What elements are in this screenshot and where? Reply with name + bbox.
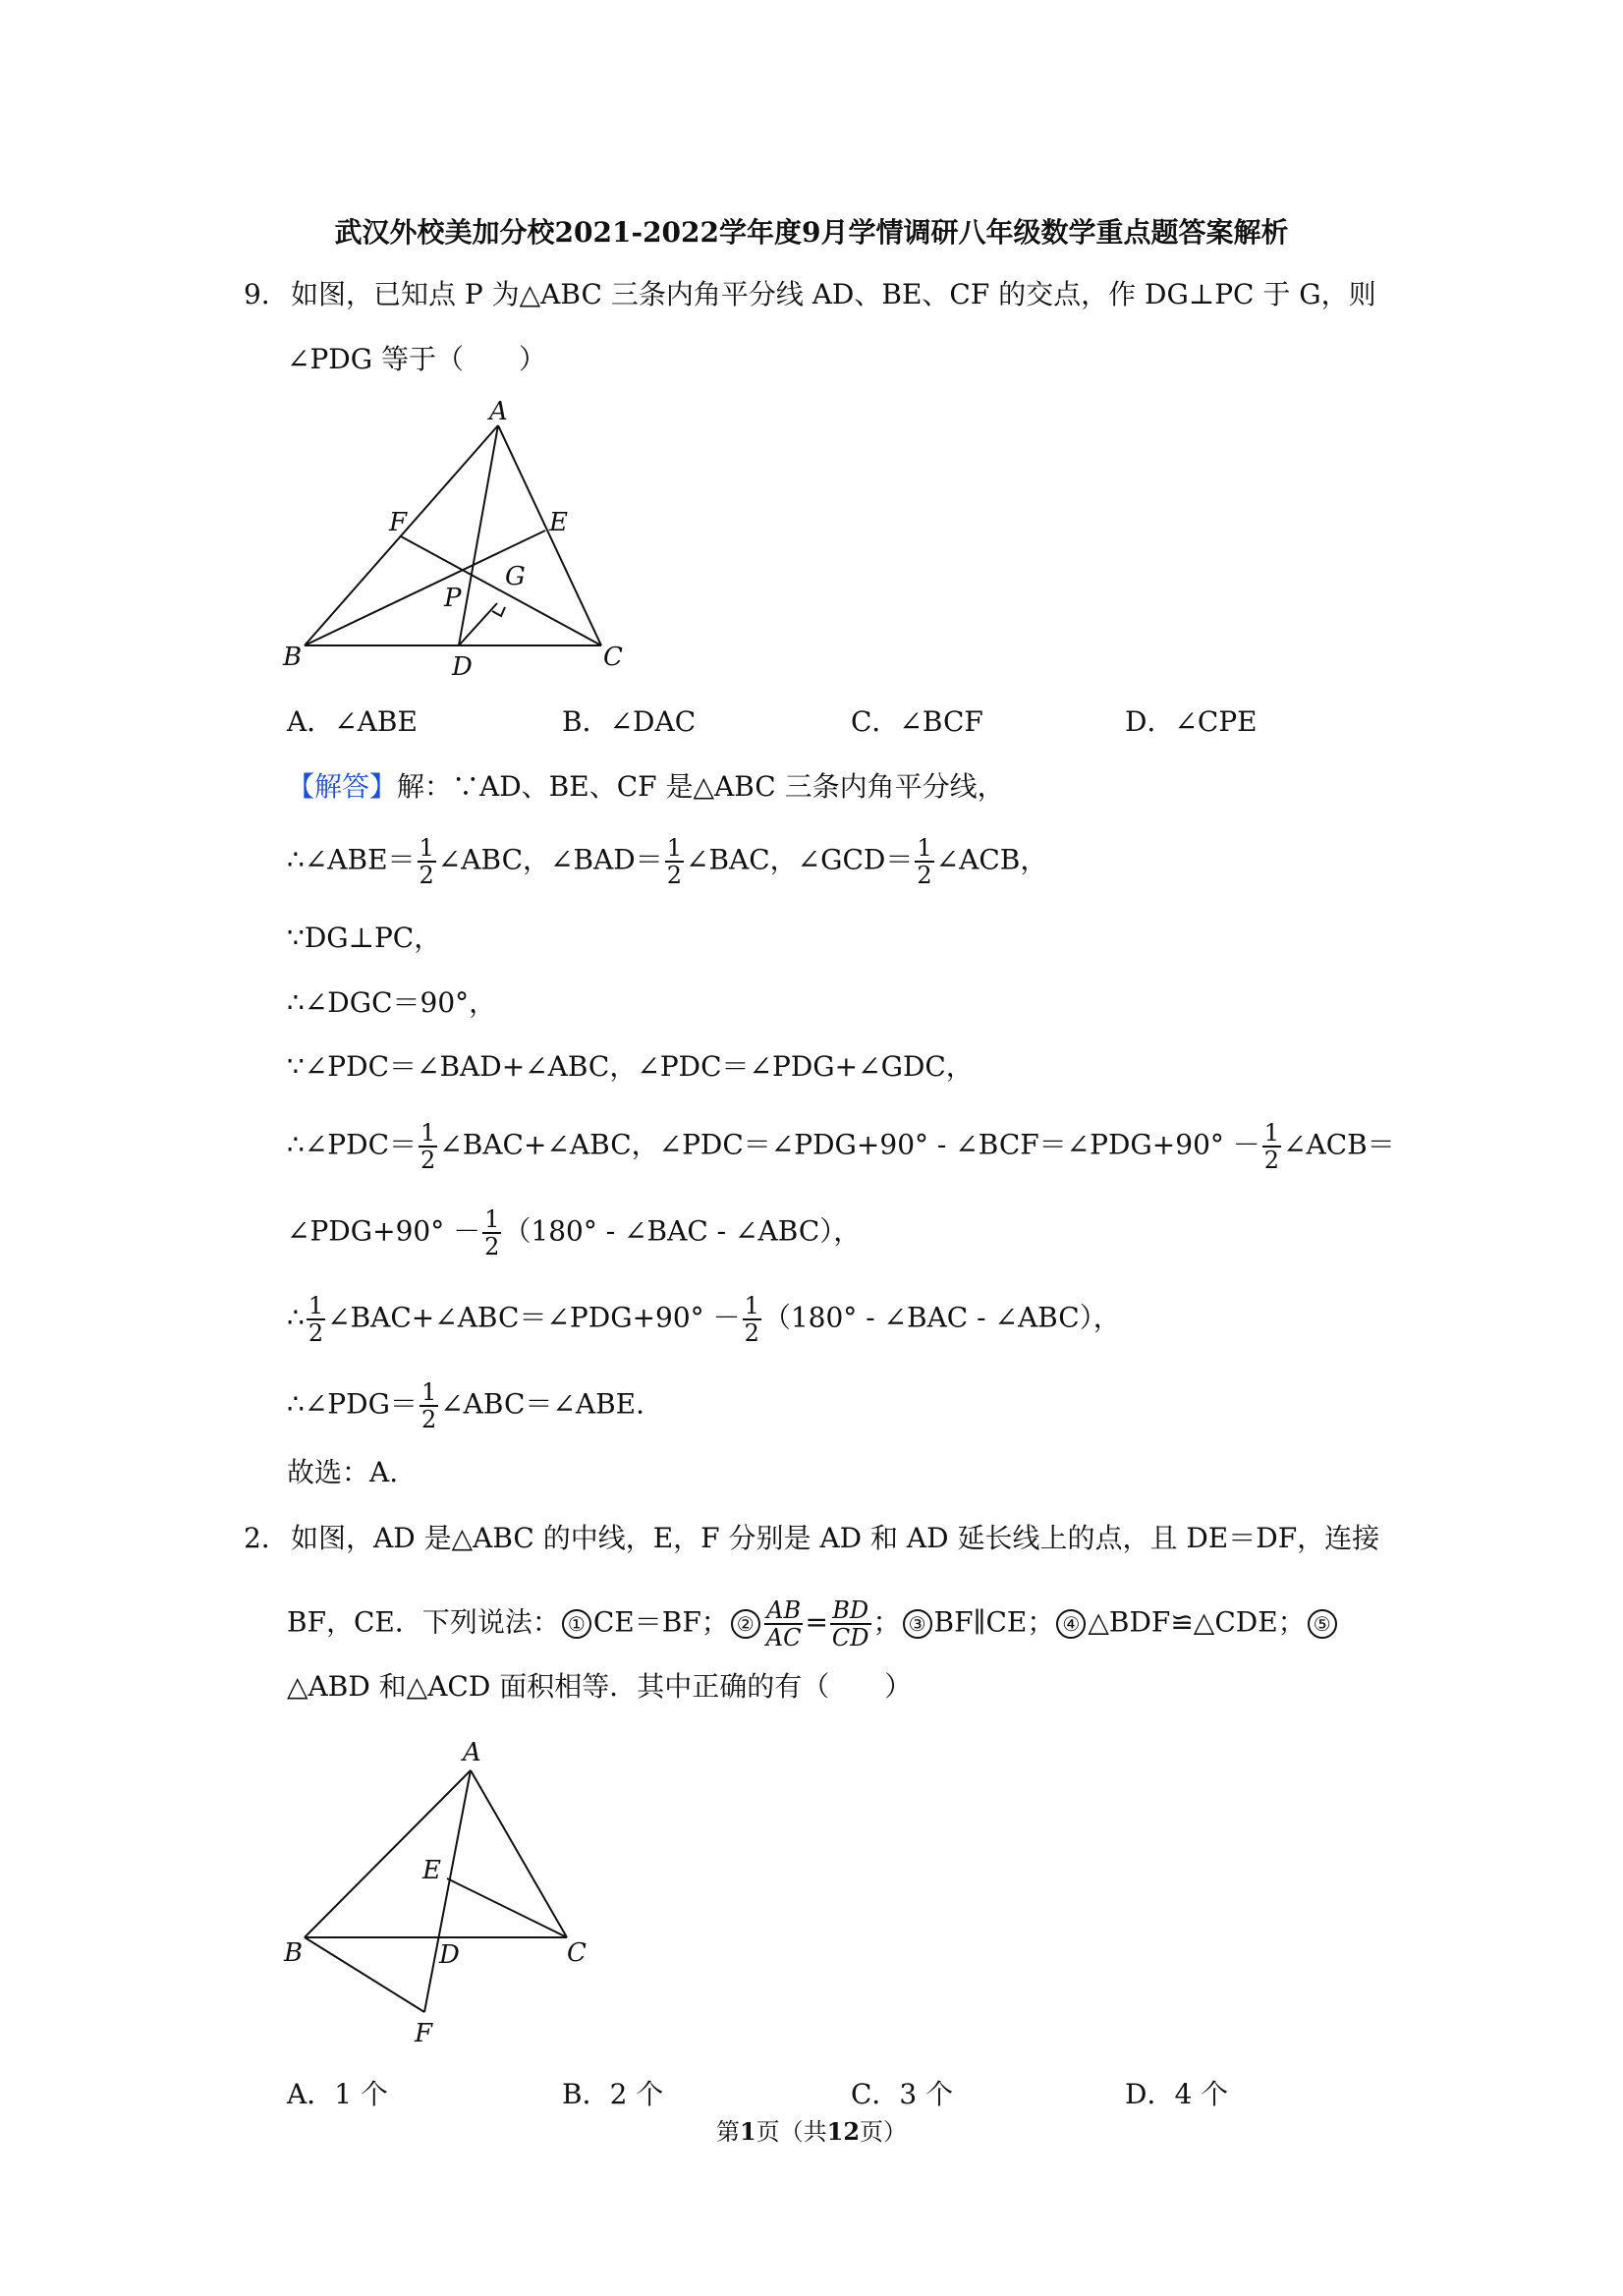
answer-tag: 【解答】 bbox=[287, 770, 398, 803]
fraction-numerator: 1 bbox=[420, 1119, 436, 1147]
fraction-numerator: 1 bbox=[308, 1292, 324, 1319]
q2-option-c: C．3 个 bbox=[851, 2078, 954, 2110]
label-b: B bbox=[283, 643, 303, 672]
question-2-line-1: 如图，AD 是△ABC 的中线，E，F 分别是 AD 和 AD 延长线上的点，且 DE＝DF，连接 bbox=[291, 1522, 1380, 1554]
q1-option-c: C．∠BCF bbox=[851, 705, 983, 738]
figure-2-triangle bbox=[270, 1729, 624, 2063]
ratio-ab-ac bbox=[764, 1597, 804, 1651]
label-g: G bbox=[505, 562, 526, 591]
statement-3-text: BF∥CE； bbox=[933, 1605, 1055, 1639]
segment-af bbox=[424, 1770, 471, 2012]
q2-option-b: B．2 个 bbox=[562, 2078, 664, 2110]
solution-step-5 bbox=[287, 1120, 1395, 1173]
label-p: P bbox=[444, 584, 462, 613]
equals-sign: = bbox=[805, 1605, 828, 1639]
half-fraction bbox=[418, 835, 436, 888]
s1-text-c: ∠BAC，∠GCD＝ bbox=[686, 843, 914, 876]
label-e: E bbox=[422, 1856, 441, 1885]
half-fraction bbox=[665, 835, 684, 888]
s7-text-a: ∴ bbox=[287, 1301, 305, 1334]
half-fraction bbox=[743, 1293, 761, 1346]
segment-cf bbox=[401, 536, 601, 645]
footer-prefix: 第 bbox=[715, 2118, 740, 2146]
statement-2-end: ； bbox=[872, 1605, 901, 1639]
q1-option-a: A．∠ABE bbox=[287, 705, 418, 738]
s5-text-a: ∴∠PDC＝ bbox=[287, 1128, 417, 1161]
label-a: A bbox=[463, 1738, 481, 1767]
statement-4-text: △BDF≌△CDE； bbox=[1088, 1605, 1306, 1639]
statement-5-marker: ⑤ bbox=[1308, 1609, 1337, 1639]
label-f: F bbox=[415, 2019, 433, 2048]
answer-intro: 解：∵AD、BE、CF 是△ABC 三条内角平分线， bbox=[397, 770, 1005, 803]
question-1-line-1: 如图，已知点 P 为△ABC 三条内角平分线 AD、BE、CF 的交点，作 DG⊥PC 于 G，则 bbox=[291, 278, 1376, 310]
fraction-numerator: 1 bbox=[917, 834, 932, 862]
q2-option-d: D．4 个 bbox=[1125, 2078, 1229, 2110]
s7-text-c: （180° - ∠BAC - ∠ABC）， bbox=[762, 1301, 1121, 1334]
label-e: E bbox=[549, 508, 568, 537]
fraction-numerator: 1 bbox=[666, 834, 682, 862]
solution-step-4: ∵∠PDC＝∠BAD+∠ABC，∠PDC＝∠PDG+∠GDC， bbox=[287, 1050, 974, 1083]
fraction-denominator: 2 bbox=[484, 1233, 500, 1260]
ratio-numerator-ab: AB bbox=[764, 1597, 804, 1625]
half-fraction bbox=[482, 1206, 501, 1260]
ratio-numerator-bd: BD bbox=[830, 1597, 871, 1625]
solution-conclusion: 故选：A. bbox=[287, 1456, 399, 1488]
solution-step-6 bbox=[287, 1206, 861, 1260]
right-angle-mark bbox=[492, 607, 505, 616]
figure-1-triangle bbox=[275, 398, 648, 693]
s1-text-d: ∠ACB， bbox=[935, 843, 1048, 876]
ratio-bd-cd bbox=[830, 1597, 871, 1651]
s8-text-b: ∠ABC＝∠ABE. bbox=[440, 1387, 645, 1421]
question-2-line-2 bbox=[287, 1597, 1339, 1651]
statement-1-marker: ① bbox=[562, 1609, 591, 1639]
solution-step-8 bbox=[287, 1379, 644, 1432]
half-fraction bbox=[307, 1293, 325, 1346]
answer-intro-line bbox=[287, 767, 1005, 807]
label-c: C bbox=[603, 643, 623, 672]
s5-text-c: ∠ACB＝ bbox=[1283, 1128, 1395, 1161]
q2-statements-intro: BF，CE．下列说法： bbox=[287, 1605, 560, 1639]
half-fraction bbox=[1262, 1120, 1281, 1173]
s8-text-a: ∴∠PDG＝ bbox=[287, 1387, 418, 1421]
label-d: D bbox=[439, 1940, 460, 1970]
footer-middle: 页（共 bbox=[756, 2118, 827, 2146]
q1-option-b: B．∠DAC bbox=[562, 705, 697, 738]
label-c: C bbox=[567, 1938, 587, 1968]
question-1-line-2: ∠PDG 等于（ ） bbox=[287, 343, 547, 375]
s6-text-a: ∠PDG+90° － bbox=[287, 1214, 481, 1248]
label-f: F bbox=[389, 508, 408, 537]
label-b: B bbox=[284, 1938, 304, 1968]
fraction-denominator: 2 bbox=[420, 1147, 436, 1174]
footer-suffix: 页） bbox=[860, 2118, 908, 2146]
footer-page-number: 1 bbox=[739, 2117, 756, 2146]
page-footer bbox=[0, 2112, 1623, 2147]
segment-ac bbox=[471, 1770, 567, 1937]
statement-1-text: CE＝BF； bbox=[592, 1605, 729, 1639]
fraction-numerator: 1 bbox=[419, 834, 434, 862]
fraction-denominator: 2 bbox=[308, 1319, 324, 1347]
footer-total-pages: 12 bbox=[826, 2117, 861, 2146]
question-2-number: 2． bbox=[244, 1522, 289, 1554]
ratio-denominator-cd: CD bbox=[831, 1624, 869, 1652]
question-1-number: 9． bbox=[244, 278, 289, 310]
statement-4-marker: ④ bbox=[1056, 1609, 1086, 1639]
fraction-denominator: 2 bbox=[666, 862, 682, 889]
half-fraction bbox=[419, 1120, 437, 1173]
statement-3-marker: ③ bbox=[903, 1609, 932, 1639]
segment-ab bbox=[305, 1770, 471, 1937]
solution-step-3: ∴∠DGC＝90°， bbox=[287, 986, 497, 1019]
fraction-numerator: 1 bbox=[744, 1292, 759, 1319]
ratio-denominator-ac: AC bbox=[765, 1624, 802, 1652]
fraction-denominator: 2 bbox=[1263, 1147, 1280, 1174]
half-fraction bbox=[420, 1379, 438, 1432]
segment-bf bbox=[305, 1937, 424, 2012]
q2-option-a: A．1 个 bbox=[287, 2078, 388, 2110]
fraction-numerator: 1 bbox=[484, 1205, 500, 1233]
statement-2-marker: ② bbox=[731, 1609, 760, 1639]
s1-text-a: ∴∠ABE＝ bbox=[287, 843, 416, 876]
fraction-denominator: 2 bbox=[744, 1319, 759, 1347]
s6-text-b: （180° - ∠BAC - ∠ABC）， bbox=[503, 1214, 862, 1248]
label-a: A bbox=[489, 398, 508, 426]
s1-text-b: ∠ABC，∠BAD＝ bbox=[437, 843, 663, 876]
fraction-numerator: 1 bbox=[420, 1378, 437, 1406]
solution-step-2: ∵DG⊥PC， bbox=[287, 922, 442, 954]
half-fraction bbox=[915, 835, 933, 888]
fraction-denominator: 2 bbox=[917, 862, 932, 889]
fraction-denominator: 2 bbox=[420, 1406, 437, 1433]
page-title: 武汉外校美加分校2021-2022学年度9月学情调研八年级数学重点题答案解析 bbox=[334, 216, 1289, 249]
label-d: D bbox=[452, 652, 473, 682]
fraction-denominator: 2 bbox=[419, 862, 434, 889]
s5-text-b: ∠BAC+∠ABC，∠PDC＝∠PDG+90° - ∠BCF＝∠PDG+90° － bbox=[439, 1128, 1260, 1161]
question-2-line-3: △ABD 和△ACD 面积相等．其中正确的有（ ） bbox=[287, 1670, 913, 1703]
solution-step-1 bbox=[287, 835, 1047, 888]
fraction-numerator: 1 bbox=[1263, 1119, 1280, 1147]
segment-ad bbox=[459, 425, 498, 645]
q1-option-d: D．∠CPE bbox=[1125, 705, 1258, 738]
s7-text-b: ∠BAC+∠ABC＝∠PDG+90° － bbox=[327, 1301, 741, 1334]
solution-step-7 bbox=[287, 1293, 1121, 1346]
